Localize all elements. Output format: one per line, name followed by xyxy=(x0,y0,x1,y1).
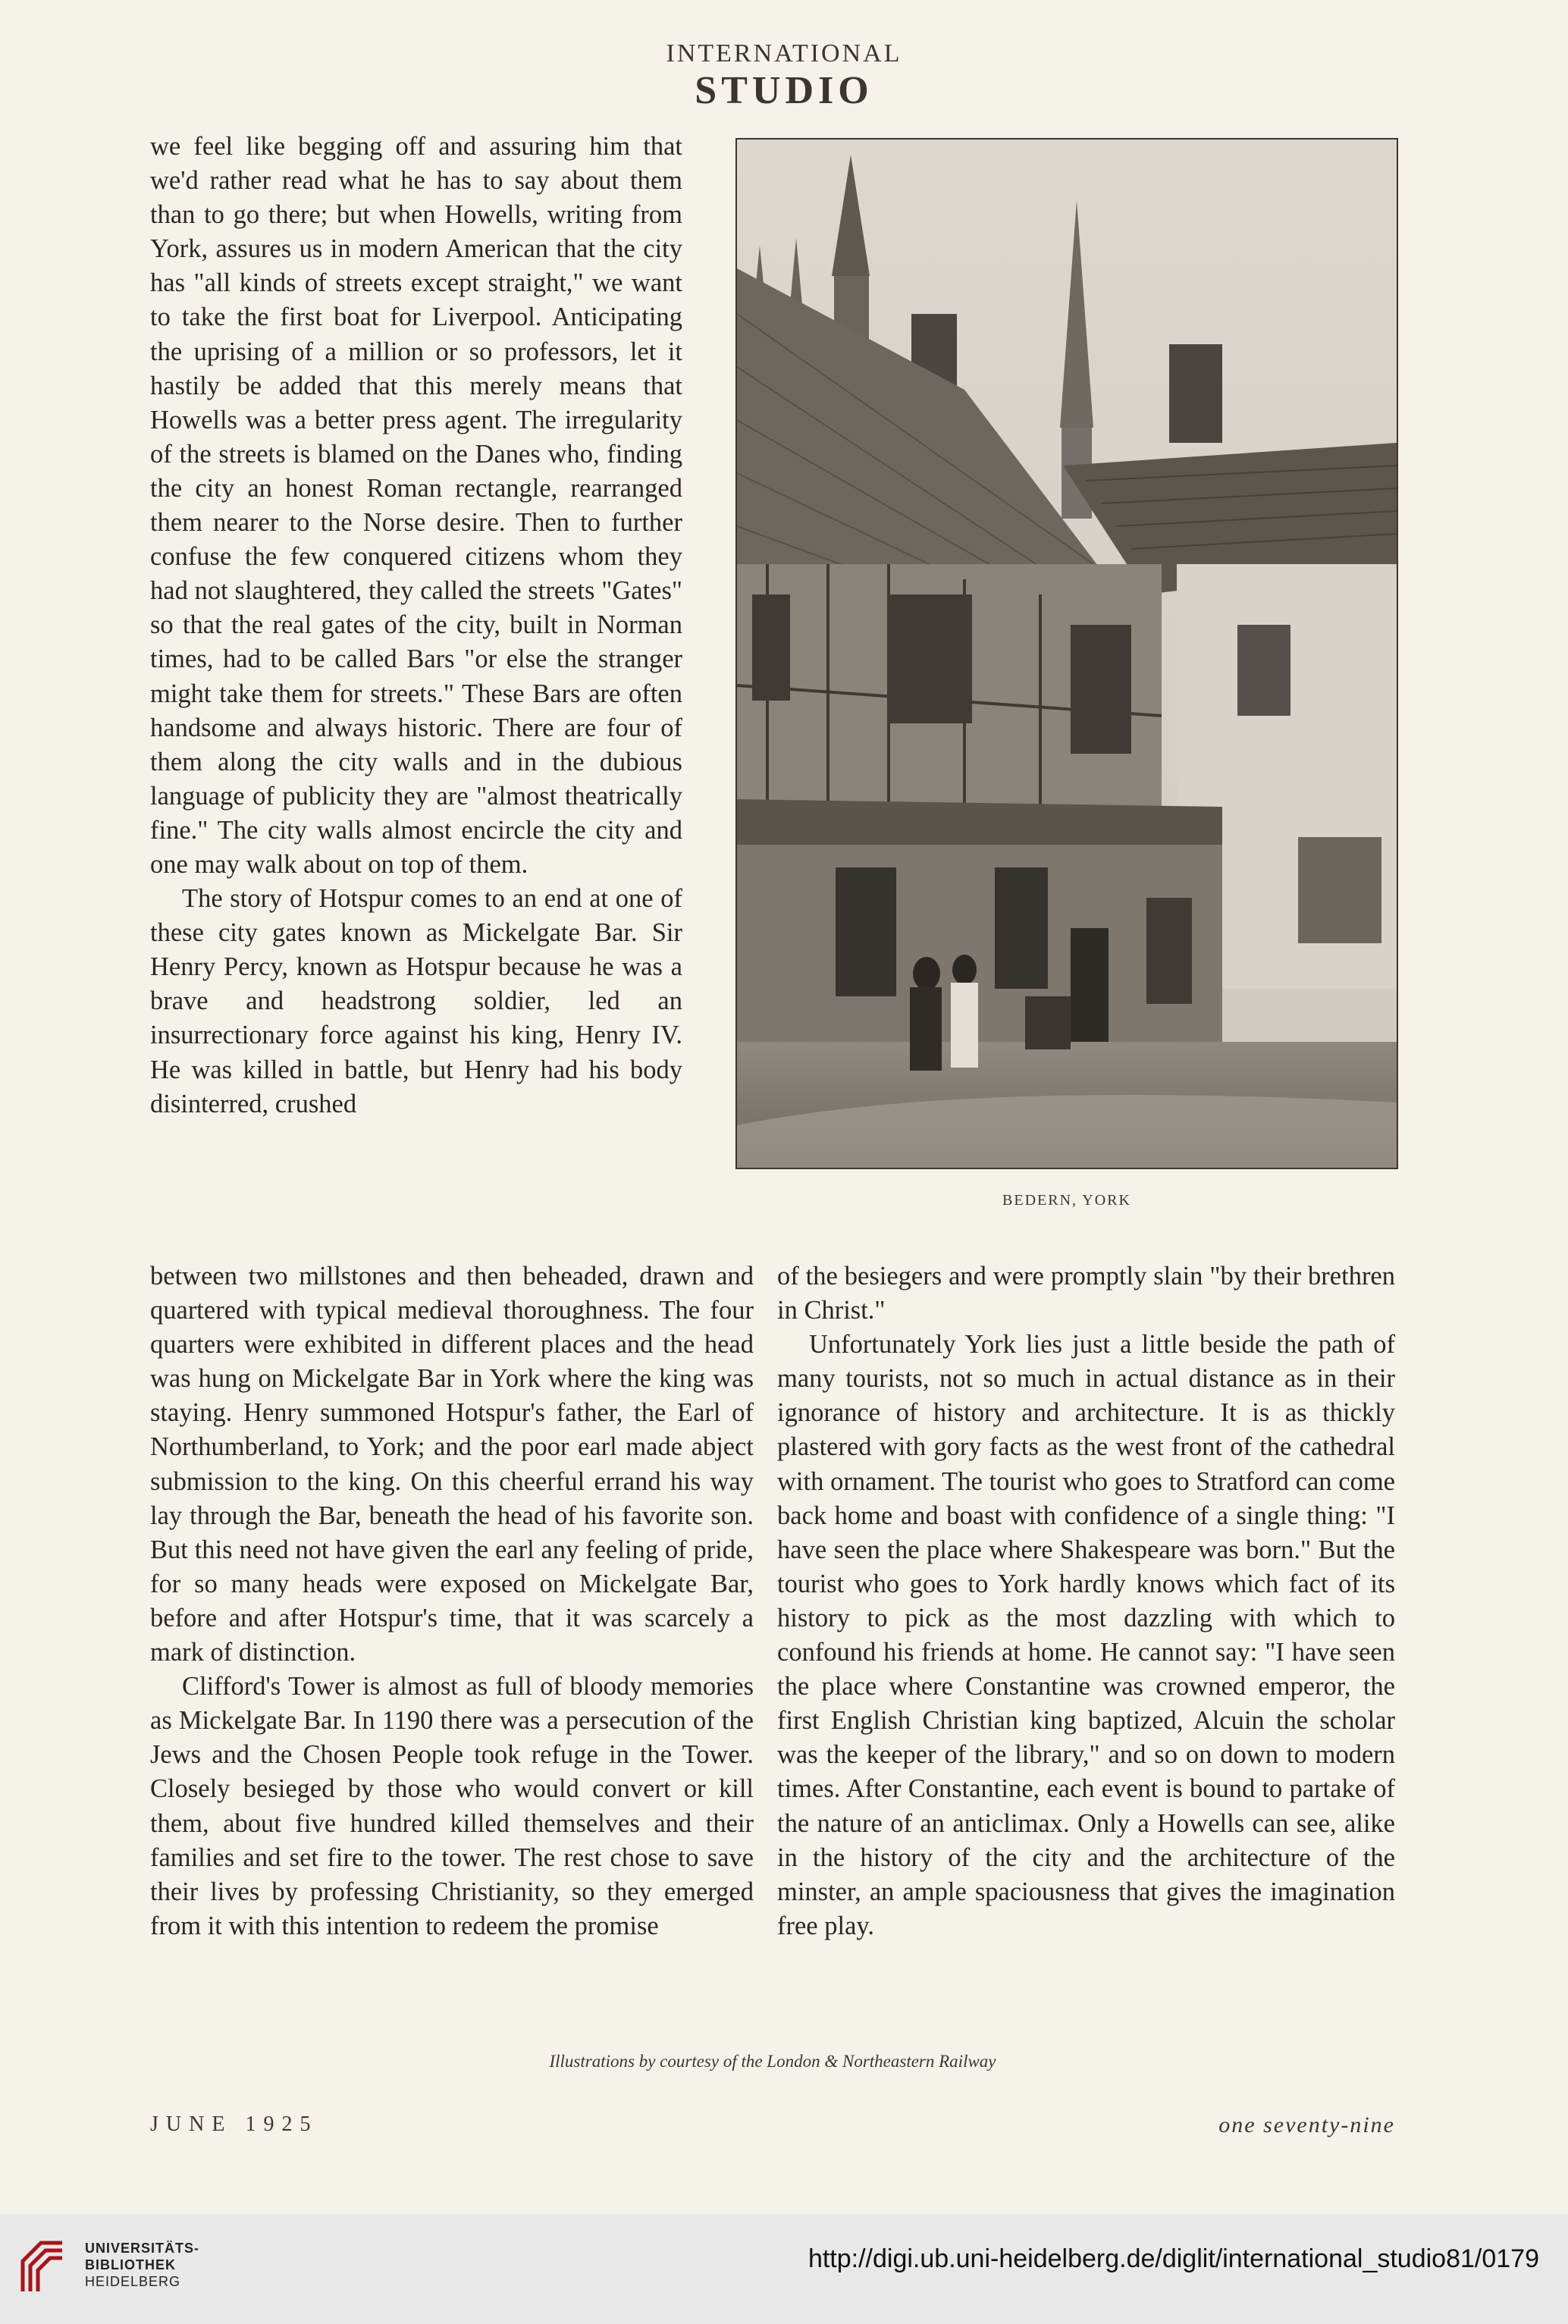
footer-page-number: one seventy-nine xyxy=(1218,2112,1395,2137)
library-name-line1: UNIVERSITÄTS- xyxy=(85,2241,200,2256)
source-url-link[interactable]: http://digi.ub.uni-heidelberg.de/diglit/international_studio81/0179 xyxy=(808,2244,1539,2273)
paragraph: Clifford's Tower is almost as full of bloody memories as Mickelgate Bar. In 1190 there was a persecution of the Jews and the Chosen People took refuge in the Tower. Closely besieged by those who would convert or kill them, about five hundred killed themselves and their families and set fire to the tower. The rest chose to save their lives by professing Christianity, so they emerged from it with this intention to redeem the promise xyxy=(150,1672,754,1940)
masthead-line1: INTERNATIONAL xyxy=(666,39,902,67)
masthead-line2: STUDIO xyxy=(695,69,873,112)
illustration-bedern-york xyxy=(735,138,1398,1169)
library-logo-icon xyxy=(18,2238,67,2297)
paragraph: The story of Hotspur comes to an end at one of these city gates known as Mickelgate Bar. Sir Henry Percy, known as Hotspur because he was a brave and headstrong soldier, led an insurrectionary force against his king, Henry IV. He was killed in battle, but Henry had his body disinterred, crushed xyxy=(150,884,682,1118)
paragraph: between two millstones and then beheaded, drawn and quartered with typical medieval thoroughness. The four quarters were exhibited in different places and the head was hung on Mickelgate Bar in York where the king was staying. Henry summoned Hotspur's father, the Earl of Northumberland, to York; and the poor earl made abject submission to the king. On this cheerful errand his way lay through the Bar, beneath the head of his favorite son. But this need not have given the earl any feeling of pride, for so many heads were exposed on Mickelgate Bar, before and after Hotspur's time, that it was scarcely a mark of distinction. xyxy=(150,1262,754,1667)
paragraph: Unfortunately York lies just a little beside the path of many tourists, not so much in actual distance as in their ignorance of history and architecture. It is as thickly plastered with gory facts as the west front of the cathedral with ornament. The tourist who goes to Stratford can come back home and boast with confidence of a single thing: "I have seen the place where Shakespeare was born." But the tourist who goes to York hardly knows which fact of its history to pick as the most dazzling with which to confound his friends at home. He cannot say: "I have seen the place where Constantine was crowned emperor, the first English Christian king baptized, Alcuin the scholar was the keeper of the library," and so on down to modern times. After Constantine, each event is bound to partake of the nature of an anticlimax. Only a Howells can see, alike in the history of the city and the architecture of the minster, an ample spaciousness that gives the imagination free play. xyxy=(777,1330,1395,1940)
etching-image xyxy=(737,140,1397,1168)
footer-date: JUNE 1925 xyxy=(150,2112,318,2136)
text-column-left xyxy=(150,1259,754,1943)
text-column-right xyxy=(777,1259,1395,1943)
paragraph: we feel like begging off and assuring him that we'd rather read what he has to say about them than to go there; but when Howells, writing from York, assures us in modern American that the city has "all kinds of streets except straight," we want to take the first boat for Liverpool. Anticipating the uprising of a million or so professors, let it hastily be added that this merely means that Howells was a better press agent. The irregularity of the streets is blamed on the Danes who, finding the city an honest Roman rectangle, rearranged them nearer to the Norse desire. Then to further confuse the few conquered citizens whom they had not slaughtered, they called the streets "Gates" so that the real gates of the city, built in Norman times, had to be called Bars "or else the stranger might take them for streets." These Bars are often handsome and always historic. There are four of them along the city walls and in the dubious language of publicity they are "almost theatrically fine." The city walls almost encircle the city and one may walk about on top of them. xyxy=(150,132,682,879)
library-name-line3: HEIDELBERG xyxy=(85,2274,181,2289)
figure-caption: BEDERN, YORK xyxy=(1002,1192,1131,1209)
library-name-line2: BIBLIOTHEK xyxy=(85,2257,176,2272)
illustration-credit: Illustrations by courtesy of the London & Northeastern Railway xyxy=(549,2052,996,2071)
text-column-top-left xyxy=(150,130,682,1121)
library-name xyxy=(85,2240,199,2290)
paragraph: of the besiegers and were promptly slain "by their brethren in Christ." xyxy=(777,1262,1395,1325)
